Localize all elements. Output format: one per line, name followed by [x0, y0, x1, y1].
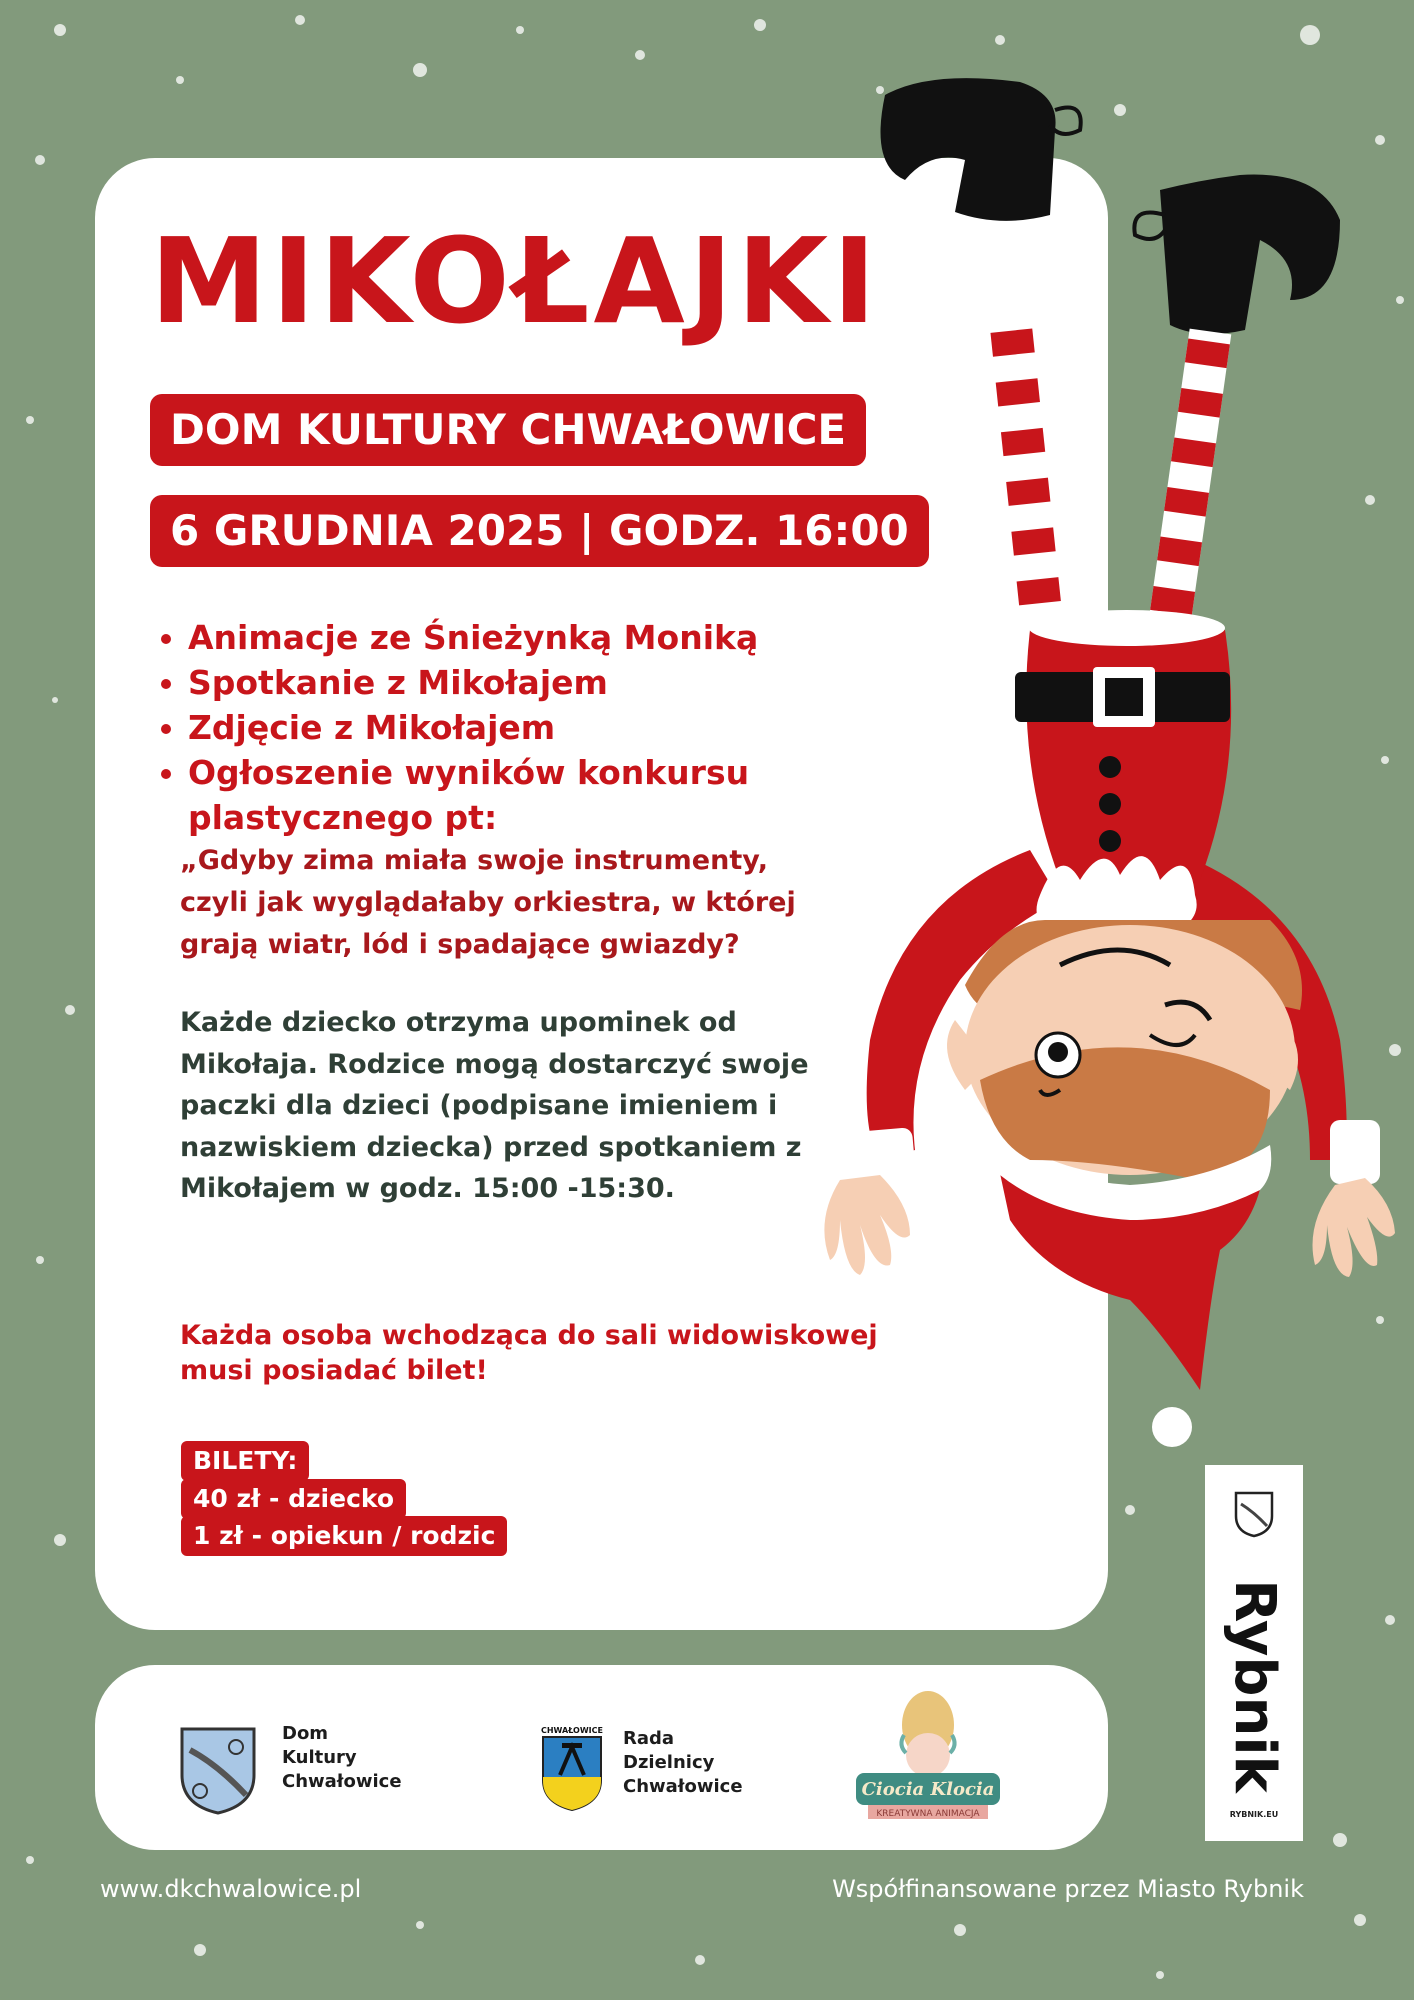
chwalowice-badge-text: CHWAŁOWICE	[540, 1726, 604, 1735]
contest-quote: „Gdyby zima miała swoje instrumenty, czyli jak wyglądałaby orkiestra, w której grają wiatr, lód i spadające gwiazdy?	[180, 845, 796, 960]
cofinance-note: Współfinansowane przez Miasto Rybnik	[832, 1875, 1304, 1903]
dk-chwalowice-label: Dom Kultury Chwałowice	[282, 1723, 402, 1792]
ciocia-klocia-logo	[848, 1685, 1008, 1825]
list-item: • Ogłoszenie wyników konkursu plastycznego pt:	[188, 750, 778, 840]
rybnik-crest-icon	[178, 1725, 258, 1815]
rybnik-url: RYBNIK.EU	[1229, 1810, 1279, 1819]
elf-illustration	[820, 60, 1414, 1460]
date-time-banner: 6 GRUDNIA 2025 | GODZ. 16:00	[150, 495, 929, 567]
rybnik-wordmark: Rybnik	[1222, 1579, 1287, 1793]
chwalowice-crest-icon	[540, 1725, 604, 1811]
gift-info: Każde dziecko otrzyma upominek od Mikołaja. Rodzice mogą dostarczyć swoje paczki dla dzieci (podpisane imieniem i nazwiskiem dziecka) przed spotkaniem z Mikołajem w godz. 15:00 -15:30.	[180, 1007, 809, 1204]
ticket-price-child: 40 zł - dziecko	[181, 1479, 406, 1519]
tickets-heading: BILETY:	[181, 1441, 309, 1481]
ciocia-klocia-subtitle: KREATYWNA ANIMACJA	[876, 1809, 980, 1819]
website-link[interactable]: www.dkchwalowice.pl	[100, 1875, 362, 1903]
rybnik-crest-icon	[1233, 1490, 1275, 1538]
list-item: • Animacje ze Śnieżynką Moniką	[188, 615, 948, 660]
venue-banner: DOM KULTURY CHWAŁOWICE	[150, 394, 866, 466]
list-item: • Spotkanie z Mikołajem	[188, 660, 948, 705]
ticket-requirement-note: Każda osoba wchodząca do sali widowiskowej musi posiadać bilet!	[180, 1320, 878, 1386]
event-title: MIKOŁAJKI	[150, 212, 881, 350]
ticket-price-parent: 1 zł - opiekun / rodzic	[181, 1516, 507, 1556]
rada-dzielnicy-label: Rada Dzielnicy Chwałowice	[623, 1728, 743, 1797]
list-item: • Zdjęcie z Mikołajem	[188, 705, 948, 750]
ciocia-klocia-name: Ciocia Klocia	[861, 1779, 995, 1800]
